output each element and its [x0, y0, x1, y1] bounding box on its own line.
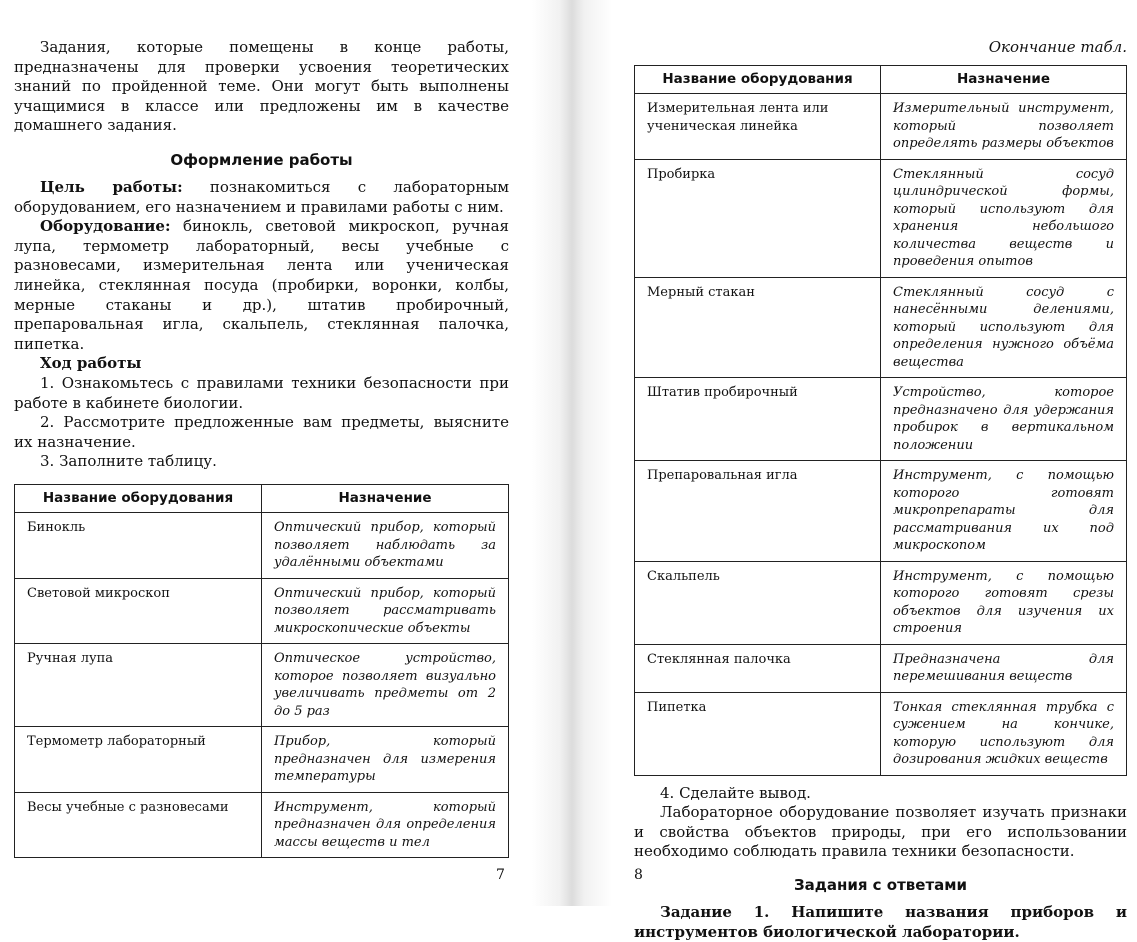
page-right: [605, 0, 1137, 941]
equipment-purpose: Измерительный инструмент, который позволяет определять размеры объектов: [881, 94, 1127, 160]
equipment-name: Весы учебные с разновесами: [15, 792, 262, 858]
table-row: [15, 513, 509, 579]
table-row: [635, 277, 1127, 378]
equipment-name: Измерительная лента или ученическая линейка: [635, 94, 881, 160]
equipment-purpose: Оптический прибор, который позволяет наблюдать за удалёнными объектами: [262, 513, 509, 579]
section-title: Оформление работы: [170, 150, 353, 169]
equipment-name: Штатив пробирочный: [635, 378, 881, 461]
equipment-purpose: Прибор, который предназначен для измерения температуры: [262, 727, 509, 793]
procedure-title: Ход работы: [40, 354, 142, 373]
equipment-purpose: Оптическое устройство, которое позволяет визуально увеличивать предметы от 2 до 5 раз: [262, 644, 509, 727]
equipment-label: Оборудование:: [40, 217, 171, 236]
equipment-text: бинокль, световой микроскоп, ручная лупа, термометр лабораторный, весы учебные с разновесами, измерительная лента или ученическая линейка, стеклянная посуда (пробирки, воронки, колбы, мерные стаканы и др.), штатив пробирочный, препаровальная игла, скальпель, стеклянная палочка, пипетка.: [14, 217, 509, 353]
page-left: [0, 0, 540, 906]
table-header-name: Название оборудования: [15, 484, 262, 513]
table-row: [15, 792, 509, 858]
table-row: [15, 727, 509, 793]
table-row: [635, 378, 1127, 461]
page-number-left: 7: [496, 867, 505, 883]
equipment-purpose: Инструмент, с помощью которого готовят микропрепараты для рассматривания их под микроскопом: [881, 461, 1127, 562]
table-header-purpose: Назначение: [262, 484, 509, 513]
table-row: [635, 461, 1127, 562]
step-2: 2. Рассмотрите предложенные вам предметы, выясните их назначение.: [14, 413, 509, 451]
intro-paragraph: Задания, которые помещены в конце работы, предназначены для проверки усвоения теоретических знаний по пройденной теме. Они могут быть выполнены учащимися в классе или предложены им в качестве домашнего задания.: [14, 38, 509, 135]
equipment-paragraph: [14, 217, 509, 354]
page-number-right: 8: [634, 867, 643, 883]
goal-label: Цель работы:: [40, 177, 183, 196]
equipment-name: Стеклянная палочка: [635, 644, 881, 692]
equipment-purpose: Тонкая стеклянная трубка с сужением на кончике, которую используют для дозирования жидких веществ: [881, 692, 1127, 775]
equipment-table: [14, 484, 509, 859]
equipment-purpose: Оптический прибор, который позволяет рассматривать микроскопические объекты: [262, 578, 509, 644]
table-row: [15, 644, 509, 727]
book-gutter: [532, 0, 612, 906]
equipment-table-continued: [634, 65, 1127, 776]
equipment-name: Препаровальная игла: [635, 461, 881, 562]
equipment-name: Пробирка: [635, 159, 881, 277]
goal-text: познакомиться с лабораторным оборудованием, его назначением и правилами работы с ним.: [14, 177, 509, 216]
table-row: [635, 94, 1127, 160]
tasks-title: Задания с ответами: [793, 875, 968, 894]
equipment-name: Световой микроскоп: [15, 578, 262, 644]
table-row: [635, 159, 1127, 277]
table-header-name: Название оборудования: [635, 65, 881, 94]
table-row: [15, 578, 509, 644]
equipment-purpose: Стеклянный сосуд цилиндрической формы, который используют для хранения небольшого количества веществ и проведения опытов: [881, 159, 1127, 277]
table-row: [635, 644, 1127, 692]
equipment-name: Пипетка: [635, 692, 881, 775]
equipment-purpose: Инструмент, с помощью которого готовят срезы объектов для изучения их строения: [881, 561, 1127, 644]
table-continuation-note: Окончание табл.: [988, 38, 1127, 56]
step-4: 4. Сделайте вывод.: [660, 783, 811, 802]
step-1: 1. Ознакомьтесь с правилами техники безопасности при работе в кабинете биологии.: [14, 373, 509, 412]
step-3: 3. Заполните таблицу.: [40, 452, 217, 471]
equipment-name: Мерный стакан: [635, 277, 881, 378]
equipment-name: Термометр лабораторный: [15, 727, 262, 793]
task-1: Задание 1. Напишите названия приборов и инструментов биологической лаборатории.: [634, 902, 1127, 941]
equipment-purpose: Устройство, которое предназначено для удержания пробирок в вертикальном положении: [881, 378, 1127, 461]
equipment-purpose: Стеклянный сосуд с нанесёнными делениями, который используют для определения нужного объёма вещества: [881, 277, 1127, 378]
table-header-purpose: Назначение: [881, 65, 1127, 94]
table-row: [635, 692, 1127, 775]
table-row: [635, 561, 1127, 644]
equipment-name: Бинокль: [15, 513, 262, 579]
equipment-purpose: Инструмент, который предназначен для определения массы веществ и тел: [262, 792, 509, 858]
equipment-name: Ручная лупа: [15, 644, 262, 727]
conclusion-paragraph: Лабораторное оборудование позволяет изучать признаки и свойства объектов природы, при его использовании необходимо соблюдать правила техники безопасности.: [634, 803, 1127, 861]
equipment-name: Скальпель: [635, 561, 881, 644]
goal-paragraph: [14, 178, 509, 217]
equipment-purpose: Предназначена для перемешивания веществ: [881, 644, 1127, 692]
